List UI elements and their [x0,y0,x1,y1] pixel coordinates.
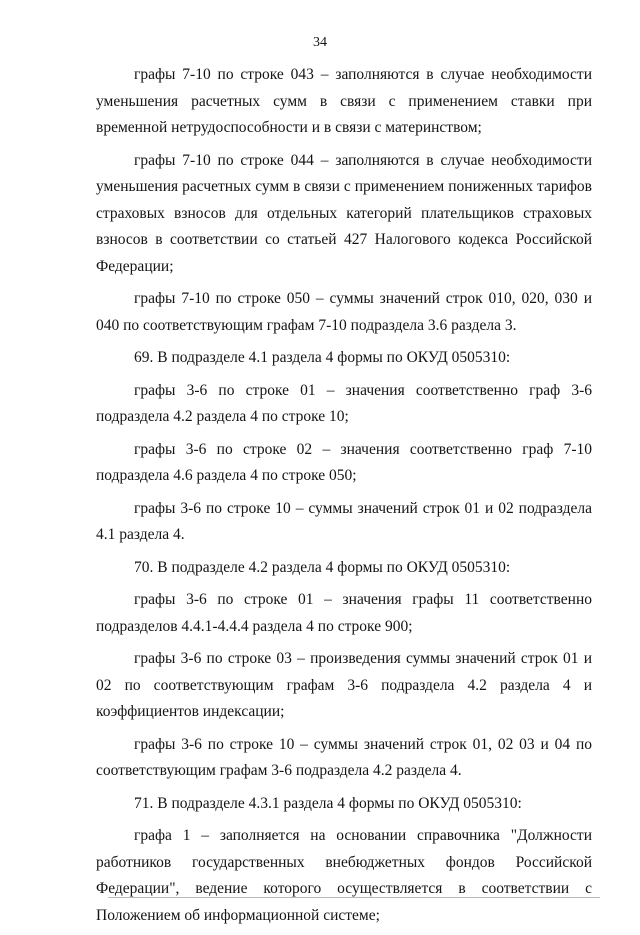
section-heading: 71. В подразделе 4.3.1 раздела 4 формы по ОКУД 0505310: [134,794,522,812]
section-heading: 69. В подразделе 4.1 раздела 4 формы по ОКУД 0505310: [134,349,511,366]
paragraph: графы 7-10 по строке 044 – заполняются в случае необходимости уменьшения расчетных сумм в связи с применением пониженных тарифов страховых взносов для отдельных категорий плательщиков страховых взносов в соответствии со статьей 427 Налогового кодекса Российской Федерации; [96,151,592,275]
paragraph: графы 3-6 по строке 01 – значения графы 11 соответственно подразделов 4.4.1-4.4.4 раздела 4 по строке 900; [96,591,592,635]
paragraph: графы 7-10 по строке 043 – заполняются в случае необходимости уменьшения расчетных сумм в связи с применением ставки при временной нетрудоспособности и в связи с материнством; [96,66,592,136]
document-body [96,62,592,935]
paragraph: графы 7-10 по строке 050 – суммы значений строк 010, 020, 030 и 040 по соответствующим графам 7-10 подраздела 3.6 раздела 3. [96,290,592,334]
section-heading: 70. В подразделе 4.2 раздела 4 формы по ОКУД 0505310: [134,558,511,576]
paragraph: графы 3-6 по строке 03 – произведения суммы значений строк 01 и 02 по соответствующим графам 3-6 подраздела 4.2 раздела 4 и коэффициентов индексации; [96,650,592,720]
paragraph: графы 3-6 по строке 02 – значения соответственно граф 7-10 подраздела 4.6 раздела 4 по строке 050; [96,440,592,484]
scan-edge-line [108,897,600,898]
paragraph: графы 3-6 по строке 10 – суммы значений строк 01 и 02 подраздела 4.1 раздела 4. [96,499,592,543]
paragraph: графы 3-6 по строке 01 – значения соответственно граф 3-6 подраздела 4.2 раздела 4 по строке 10; [96,381,592,425]
paragraph: графы 3-6 по строке 10 – суммы значений строк 01, 02 03 и 04 по соответствующим графам 3-6 подраздела 4.2 раздела 4. [96,735,592,779]
paragraph: графа 1 – заполняется на основании справочника "Должности работников государственных внебюджетных фондов Российской Федерации", ведение которого осуществляется в соответствии с Положением об информационной системе; [96,827,592,924]
page-number: 34 [313,35,327,50]
